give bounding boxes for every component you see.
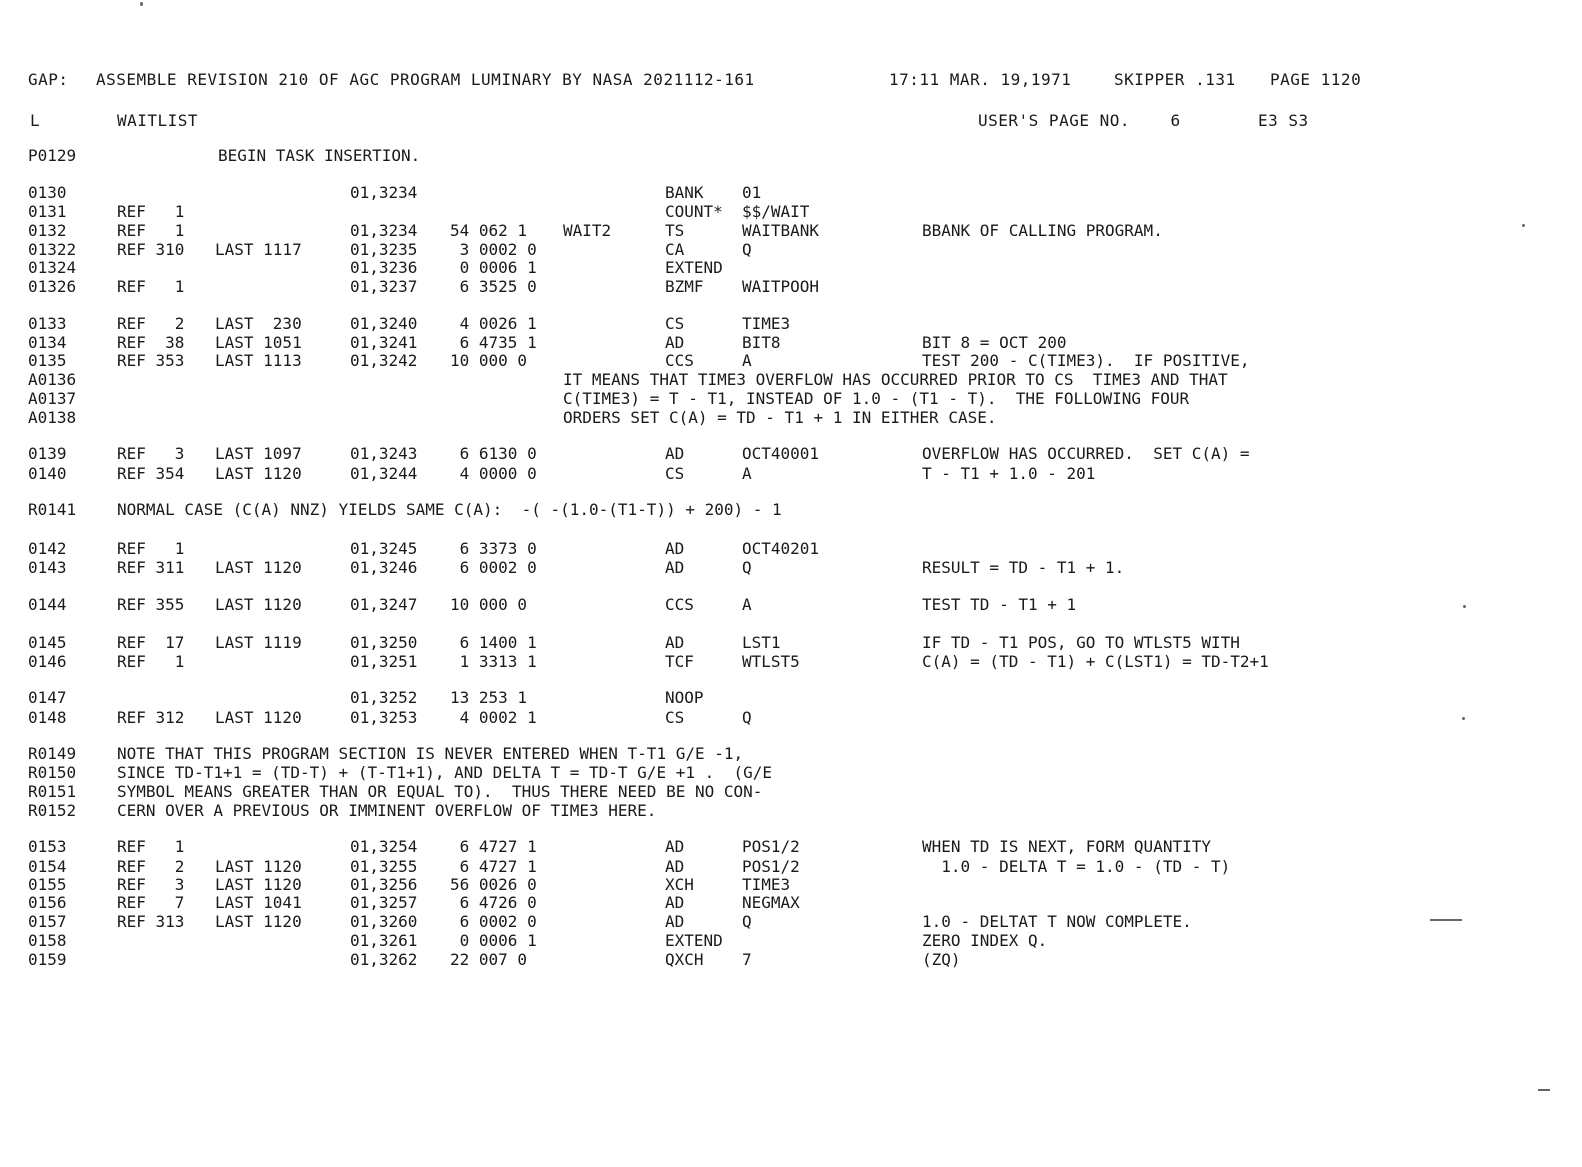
- operand: Q: [742, 240, 752, 259]
- machine-code: 4 0000 0: [450, 464, 537, 483]
- comment-text: ZERO INDEX Q.: [922, 931, 1048, 950]
- scan-speck: [1463, 605, 1466, 608]
- opcode: AD: [665, 912, 685, 931]
- machine-code: 6 3525 0: [450, 277, 537, 296]
- sequence-number: 0142: [28, 539, 67, 558]
- sequence-number: 0145: [28, 633, 67, 652]
- bank-address: 01,3261: [350, 931, 418, 950]
- opcode: CS: [665, 708, 685, 727]
- sequence-number: 0153: [28, 837, 67, 856]
- opcode: CCS: [665, 595, 694, 614]
- listing-line: [0, 500, 1582, 519]
- listing-line: [0, 950, 1582, 969]
- operand: A: [742, 595, 752, 614]
- operand: 7: [742, 950, 752, 969]
- listing-line: [0, 558, 1582, 577]
- comment-text: TEST TD - T1 + 1: [922, 595, 1077, 614]
- operand: 01: [742, 183, 762, 202]
- listing-line: [0, 931, 1582, 950]
- machine-code: 0 0006 1: [450, 258, 537, 277]
- machine-code: 6 4727 1: [450, 837, 537, 856]
- sequence-number: 0135: [28, 351, 67, 370]
- machine-code: 56 0026 0: [450, 875, 537, 894]
- section-code: E3 S3: [1258, 111, 1309, 130]
- listing-line: [0, 837, 1582, 856]
- header-gap: GAP:: [28, 70, 69, 89]
- comment-text: TEST 200 - C(TIME3). IF POSITIVE,: [922, 351, 1250, 370]
- operand: Q: [742, 912, 752, 931]
- opcode: TS: [665, 221, 685, 240]
- machine-code: 6 1400 1: [450, 633, 537, 652]
- ref-count: REF 353: [117, 351, 185, 370]
- last-ref: LAST 1097: [215, 444, 302, 463]
- last-ref: LAST 1117: [215, 240, 302, 259]
- comment-text: OVERFLOW HAS OCCURRED. SET C(A) =: [922, 444, 1250, 463]
- ref-count: REF 2: [117, 314, 185, 333]
- sequence-number: 0130: [28, 183, 67, 202]
- ref-count: REF 354: [117, 464, 185, 483]
- opcode: CA: [665, 240, 685, 259]
- remark-text: NORMAL CASE (C(A) NNZ) YIELDS SAME C(A): -( -(1.0-(T1-T)) + 200) - 1: [117, 500, 782, 519]
- ref-count: REF 1: [117, 837, 185, 856]
- comment-continuation: IT MEANS THAT TIME3 OVERFLOW HAS OCCURRED PRIOR TO CS TIME3 AND THAT: [563, 370, 1228, 389]
- remark-text: NOTE THAT THIS PROGRAM SECTION IS NEVER ENTERED WHEN T-T1 G/E -1,: [117, 744, 744, 763]
- listing-line: [0, 652, 1582, 671]
- opcode: EXTEND: [665, 931, 723, 950]
- machine-code: 6 4727 1: [450, 857, 537, 876]
- sequence-number: 0131: [28, 202, 67, 221]
- scan-mark: [1538, 1089, 1550, 1091]
- machine-code: 6 0002 0: [450, 912, 537, 931]
- users-page-number: USER'S PAGE NO. 6: [978, 111, 1181, 130]
- sequence-number: 0143: [28, 558, 67, 577]
- listing-line: [0, 875, 1582, 894]
- comment-text: BIT 8 = OCT 200: [922, 333, 1067, 352]
- listing-line: [0, 912, 1582, 931]
- sequence-number: 0156: [28, 893, 67, 912]
- sequence-number: A0136: [28, 370, 77, 389]
- last-ref: LAST 1120: [215, 875, 302, 894]
- comment-continuation: C(TIME3) = T - T1, INSTEAD OF 1.0 - (T1 - T). THE FOLLOWING FOUR: [563, 389, 1190, 408]
- symbol-label: WAIT2: [563, 221, 612, 240]
- sequence-number: 0155: [28, 875, 67, 894]
- opcode: COUNT*: [665, 202, 723, 221]
- last-ref: LAST 1051: [215, 333, 302, 352]
- opcode: AD: [665, 893, 685, 912]
- sequence-number: 0139: [28, 444, 67, 463]
- sequence-number: 0157: [28, 912, 67, 931]
- operand: Q: [742, 708, 752, 727]
- sequence-number: R0141: [28, 500, 77, 519]
- operand: LST1: [742, 633, 781, 652]
- listing-line: [0, 893, 1582, 912]
- listing-line: [0, 708, 1582, 727]
- ref-count: REF 7: [117, 893, 185, 912]
- operand: OCT40001: [742, 444, 820, 463]
- bank-address: 01,3237: [350, 277, 418, 296]
- listing-line: [0, 202, 1582, 221]
- ref-count: REF 1: [117, 539, 185, 558]
- sequence-number: 0146: [28, 652, 67, 671]
- ref-count: REF 38: [117, 333, 185, 352]
- opcode: AD: [665, 558, 685, 577]
- last-ref: LAST 1120: [215, 912, 302, 931]
- sequence-number: 0147: [28, 688, 67, 707]
- listing-line: [0, 370, 1582, 389]
- opcode: AD: [665, 857, 685, 876]
- sequence-number: A0137: [28, 389, 77, 408]
- opcode: NOOP: [665, 688, 704, 707]
- operand: TIME3: [742, 314, 791, 333]
- comment-text: T - T1 + 1.0 - 201: [922, 464, 1096, 483]
- listing-line: [0, 857, 1582, 876]
- operand: WAITPOOH: [742, 277, 820, 296]
- opcode: CS: [665, 464, 685, 483]
- comment-text: 1.0 - DELTA T = 1.0 - (TD - T): [922, 857, 1231, 876]
- opcode: TCF: [665, 652, 694, 671]
- listing-line: [0, 333, 1582, 352]
- last-ref: LAST 1120: [215, 464, 302, 483]
- sequence-number: 0148: [28, 708, 67, 727]
- ref-count: REF 312: [117, 708, 185, 727]
- sequence-number: 0132: [28, 221, 67, 240]
- bank-address: 01,3246: [350, 558, 418, 577]
- listing-line: [0, 801, 1582, 820]
- scan-mark: [1430, 919, 1462, 921]
- bank-address: 01,3234: [350, 183, 418, 202]
- remark-text: SYMBOL MEANS GREATER THAN OR EQUAL TO). THUS THERE NEED BE NO CON-: [117, 782, 763, 801]
- listing-line: [0, 183, 1582, 202]
- machine-code: 6 4726 0: [450, 893, 537, 912]
- machine-code: 10 000 0: [450, 595, 528, 614]
- bank-address: 01,3235: [350, 240, 418, 259]
- opcode: AD: [665, 444, 685, 463]
- listing-line: [0, 688, 1582, 707]
- opcode: AD: [665, 539, 685, 558]
- ref-count: REF 313: [117, 912, 185, 931]
- operand: BIT8: [742, 333, 781, 352]
- listing-line: [0, 351, 1582, 370]
- section-title: WAITLIST: [117, 111, 199, 130]
- sequence-number: 01324: [28, 258, 77, 277]
- listing-line: [0, 444, 1582, 463]
- sequence-number: 0134: [28, 333, 67, 352]
- listing-line: [0, 744, 1582, 763]
- sequence-number: R0152: [28, 801, 77, 820]
- header-skipper: SKIPPER .131: [1114, 70, 1236, 89]
- listing-line: [0, 763, 1582, 782]
- listing-line: [0, 314, 1582, 333]
- machine-code: 22 007 0: [450, 950, 528, 969]
- last-ref: LAST 1113: [215, 351, 302, 370]
- machine-code: 4 0002 1: [450, 708, 537, 727]
- sequence-number: A0138: [28, 408, 77, 427]
- machine-code: 6 4735 1: [450, 333, 537, 352]
- ref-count: REF 3: [117, 875, 185, 894]
- bank-address: 01,3247: [350, 595, 418, 614]
- sequence-number: 0158: [28, 931, 67, 950]
- sequence-number: R0151: [28, 782, 77, 801]
- comment-text: IF TD - T1 POS, GO TO WTLST5 WITH: [922, 633, 1240, 652]
- bank-address: 01,3243: [350, 444, 418, 463]
- ref-count: REF 1: [117, 221, 185, 240]
- scan-speck: [140, 2, 143, 6]
- comment-text: RESULT = TD - T1 + 1.: [922, 558, 1125, 577]
- sequence-number: R0149: [28, 744, 77, 763]
- operand: POS1/2: [742, 837, 800, 856]
- listing-line: [0, 539, 1582, 558]
- listing-line: [0, 277, 1582, 296]
- operand: A: [742, 464, 752, 483]
- listing-line: [0, 782, 1582, 801]
- machine-code: 54 062 1: [450, 221, 528, 240]
- operand: OCT40201: [742, 539, 820, 558]
- opcode: CS: [665, 314, 685, 333]
- bank-address: 01,3244: [350, 464, 418, 483]
- last-ref: LAST 230: [215, 314, 302, 333]
- header-timestamp: 17:11 MAR. 19,1971: [889, 70, 1072, 89]
- sequence-number: 0133: [28, 314, 67, 333]
- machine-code: 6 6130 0: [450, 444, 537, 463]
- machine-code: 13 253 1: [450, 688, 528, 707]
- machine-code: 4 0026 1: [450, 314, 537, 333]
- header-assembly: ASSEMBLE REVISION 210 OF AGC PROGRAM LUMINARY BY NASA 2021112-161: [96, 70, 755, 89]
- opcode: CCS: [665, 351, 694, 370]
- machine-code: 10 000 0: [450, 351, 528, 370]
- last-ref: LAST 1041: [215, 893, 302, 912]
- bank-address: 01,3262: [350, 950, 418, 969]
- machine-code: 0 0006 1: [450, 931, 537, 950]
- opcode: XCH: [665, 875, 694, 894]
- comment-continuation: ORDERS SET C(A) = TD - T1 + 1 IN EITHER CASE.: [563, 408, 997, 427]
- comment-text: WHEN TD IS NEXT, FORM QUANTITY: [922, 837, 1211, 856]
- listing-line: [0, 633, 1582, 652]
- listing-line: [0, 595, 1582, 614]
- listing-line: [0, 146, 1582, 165]
- operand: TIME3: [742, 875, 791, 894]
- operand: A: [742, 351, 752, 370]
- bank-address: 01,3260: [350, 912, 418, 931]
- listing-line: [0, 240, 1582, 259]
- bank-address: 01,3253: [350, 708, 418, 727]
- machine-code: 6 3373 0: [450, 539, 537, 558]
- listing-line: [0, 408, 1582, 427]
- last-ref: LAST 1120: [215, 857, 302, 876]
- bank-address: 01,3255: [350, 857, 418, 876]
- bank-address: 01,3251: [350, 652, 418, 671]
- ref-count: REF 2: [117, 857, 185, 876]
- opcode: QXCH: [665, 950, 704, 969]
- operand: WTLST5: [742, 652, 800, 671]
- sequence-number: 0140: [28, 464, 67, 483]
- ref-count: REF 355: [117, 595, 185, 614]
- opcode: BANK: [665, 183, 704, 202]
- bank-address: 01,3234: [350, 221, 418, 240]
- machine-code: 3 0002 0: [450, 240, 537, 259]
- opcode: AD: [665, 333, 685, 352]
- ref-count: REF 311: [117, 558, 185, 577]
- listing-line: [0, 464, 1582, 483]
- bank-address: 01,3241: [350, 333, 418, 352]
- section-heading: BEGIN TASK INSERTION.: [218, 146, 421, 165]
- opcode: EXTEND: [665, 258, 723, 277]
- sequence-number: P0129: [28, 146, 77, 165]
- ref-count: REF 310: [117, 240, 185, 259]
- operand: $$/WAIT: [742, 202, 810, 221]
- operand: POS1/2: [742, 857, 800, 876]
- ref-count: REF 1: [117, 202, 185, 221]
- sequence-number: 0159: [28, 950, 67, 969]
- listing-line: [0, 389, 1582, 408]
- listing-line: [0, 221, 1582, 240]
- last-ref: LAST 1119: [215, 633, 302, 652]
- bank-address: 01,3256: [350, 875, 418, 894]
- opcode: AD: [665, 837, 685, 856]
- scan-speck: [1522, 224, 1525, 227]
- comment-text: C(A) = (TD - T1) + C(LST1) = TD-T2+1: [922, 652, 1269, 671]
- bank-address: 01,3257: [350, 893, 418, 912]
- bank-address: 01,3252: [350, 688, 418, 707]
- bank-address: 01,3245: [350, 539, 418, 558]
- ref-count: REF 17: [117, 633, 185, 652]
- bank-address: 01,3236: [350, 258, 418, 277]
- machine-code: 6 0002 0: [450, 558, 537, 577]
- operand: NEGMAX: [742, 893, 800, 912]
- scan-speck: [1462, 717, 1465, 720]
- operand: Q: [742, 558, 752, 577]
- bank-address: 01,3240: [350, 314, 418, 333]
- sequence-number: 01322: [28, 240, 77, 259]
- remark-text: SINCE TD-T1+1 = (TD-T) + (T-T1+1), AND DELTA T = TD-T G/E +1 . (G/E: [117, 763, 773, 782]
- sequence-number: 01326: [28, 277, 77, 296]
- bank-address: 01,3250: [350, 633, 418, 652]
- opcode: AD: [665, 633, 685, 652]
- operand: WAITBANK: [742, 221, 820, 240]
- bank-address: 01,3242: [350, 351, 418, 370]
- remark-text: CERN OVER A PREVIOUS OR IMMINENT OVERFLOW OF TIME3 HERE.: [117, 801, 657, 820]
- sequence-number: R0150: [28, 763, 77, 782]
- sequence-number: 0144: [28, 595, 67, 614]
- comment-text: (ZQ): [922, 950, 961, 969]
- comment-text: 1.0 - DELTAT T NOW COMPLETE.: [922, 912, 1192, 931]
- comment-text: BBANK OF CALLING PROGRAM.: [922, 221, 1163, 240]
- header-page-number: PAGE 1120: [1270, 70, 1362, 89]
- opcode: BZMF: [665, 277, 704, 296]
- log-type: L: [30, 111, 41, 130]
- ref-count: REF 3: [117, 444, 185, 463]
- listing-line: [0, 258, 1582, 277]
- last-ref: LAST 1120: [215, 708, 302, 727]
- bank-address: 01,3254: [350, 837, 418, 856]
- ref-count: REF 1: [117, 652, 185, 671]
- sequence-number: 0154: [28, 857, 67, 876]
- machine-code: 1 3313 1: [450, 652, 537, 671]
- last-ref: LAST 1120: [215, 558, 302, 577]
- last-ref: LAST 1120: [215, 595, 302, 614]
- ref-count: REF 1: [117, 277, 185, 296]
